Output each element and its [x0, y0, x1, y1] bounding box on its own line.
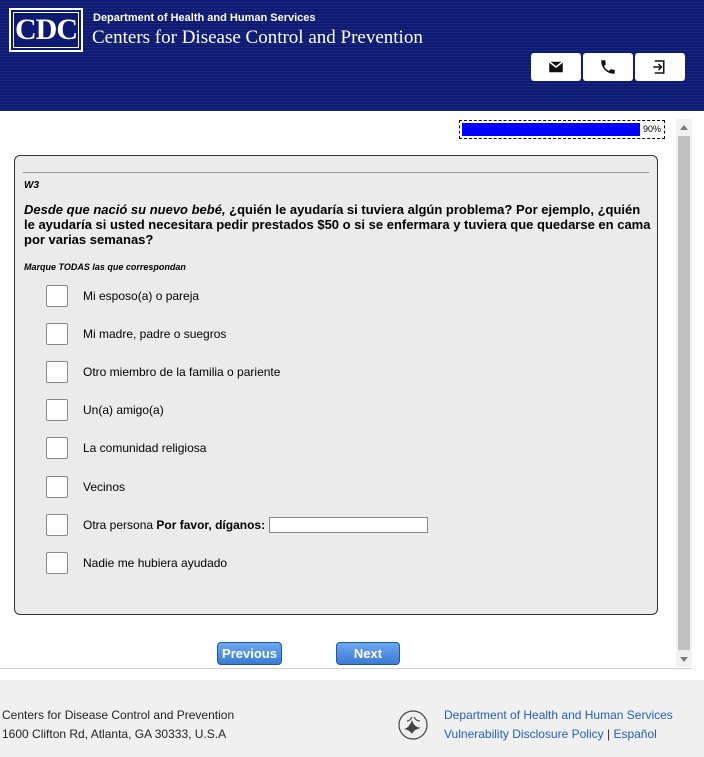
divider [23, 172, 649, 173]
site-header [0, 0, 704, 111]
option-row[interactable] [46, 322, 226, 346]
option-row[interactable] [46, 284, 199, 308]
email-button[interactable] [531, 53, 581, 81]
arrow-down-icon [680, 657, 688, 662]
scroll-thumb[interactable] [678, 136, 690, 650]
option-row[interactable] [46, 475, 125, 499]
department-name: Department of Health and Human Services [93, 12, 316, 24]
hhs-eagle-icon [397, 709, 429, 741]
agency-name: Centers for Disease Control and Prevention [92, 27, 423, 48]
site-footer [0, 680, 704, 757]
question-text [24, 202, 652, 247]
phone-icon [599, 58, 617, 76]
question-panel [14, 155, 658, 615]
vulnerability-policy-link[interactable]: Vulnerability Disclosure Policy [444, 727, 604, 741]
option-label-text: Otra persona [83, 518, 154, 532]
other-person-input[interactable] [269, 517, 428, 533]
question-text-italic: Desde que nació su nuevo bebé, [24, 202, 226, 217]
checkbox[interactable] [46, 399, 68, 421]
checkbox[interactable] [46, 285, 68, 307]
option-row[interactable] [46, 360, 280, 384]
question-instruction: Marque TODAS las que correspondan [24, 262, 186, 272]
checkbox[interactable] [46, 514, 68, 536]
cdc-logo-text: CDC [15, 13, 77, 46]
option-label: Nadie me hubiera ayudado [83, 556, 228, 570]
scroll-up-button[interactable] [676, 119, 692, 135]
checkbox[interactable] [46, 323, 68, 345]
footer-links [444, 727, 657, 741]
option-label: Otro miembro de la familia o pariente [83, 365, 281, 379]
option-label [83, 518, 265, 532]
question-id: W3 [24, 180, 39, 191]
checkbox[interactable] [46, 552, 68, 574]
exit-button[interactable] [635, 53, 685, 81]
footer-org-name: Centers for Disease Control and Prevention [2, 708, 235, 722]
question-text-rest: ¿quién le ayudaría si tuviera algún problema? Por ejemplo, ¿quién le ayudaría si usted necesitara pedir prestados $50 o si se enfermara y tuviera que quedarse en cama por varias semanas? [24, 202, 651, 247]
phone-button[interactable] [583, 53, 633, 81]
option-label: Mi esposo(a) o pareja [83, 289, 200, 303]
specify-label: Por favor, díganos: [156, 518, 266, 532]
link-separator: | [606, 727, 611, 741]
option-label: Un(a) amigo(a) [83, 403, 164, 417]
exit-icon [651, 58, 669, 76]
option-row[interactable] [46, 436, 206, 460]
progress-label: 90% [642, 124, 661, 134]
option-label: La comunidad religiosa [83, 441, 207, 455]
checkbox[interactable] [46, 361, 68, 383]
option-row[interactable] [46, 513, 428, 537]
option-row[interactable] [46, 398, 164, 422]
email-icon [547, 58, 565, 76]
hhs-link[interactable]: Department of Health and Human Services [444, 708, 673, 722]
cdc-logo[interactable] [9, 8, 83, 52]
progress-fill [462, 123, 640, 136]
option-row[interactable] [46, 551, 227, 575]
option-label: Vecinos [83, 480, 126, 494]
footer-address: 1600 Clifton Rd, Atlanta, GA 30333, U.S.A [2, 727, 227, 741]
previous-button[interactable]: Previous [217, 642, 282, 665]
scrollbar[interactable] [676, 119, 692, 667]
divider [0, 668, 692, 669]
checkbox[interactable] [46, 476, 68, 498]
espanol-link[interactable]: Español [613, 727, 657, 741]
next-button[interactable]: Next [336, 642, 400, 665]
arrow-up-icon [680, 125, 688, 130]
checkbox[interactable] [46, 437, 68, 459]
option-label: Mi madre, padre o suegros [83, 327, 227, 341]
scroll-down-button[interactable] [676, 651, 692, 667]
progress-bar [459, 120, 665, 139]
